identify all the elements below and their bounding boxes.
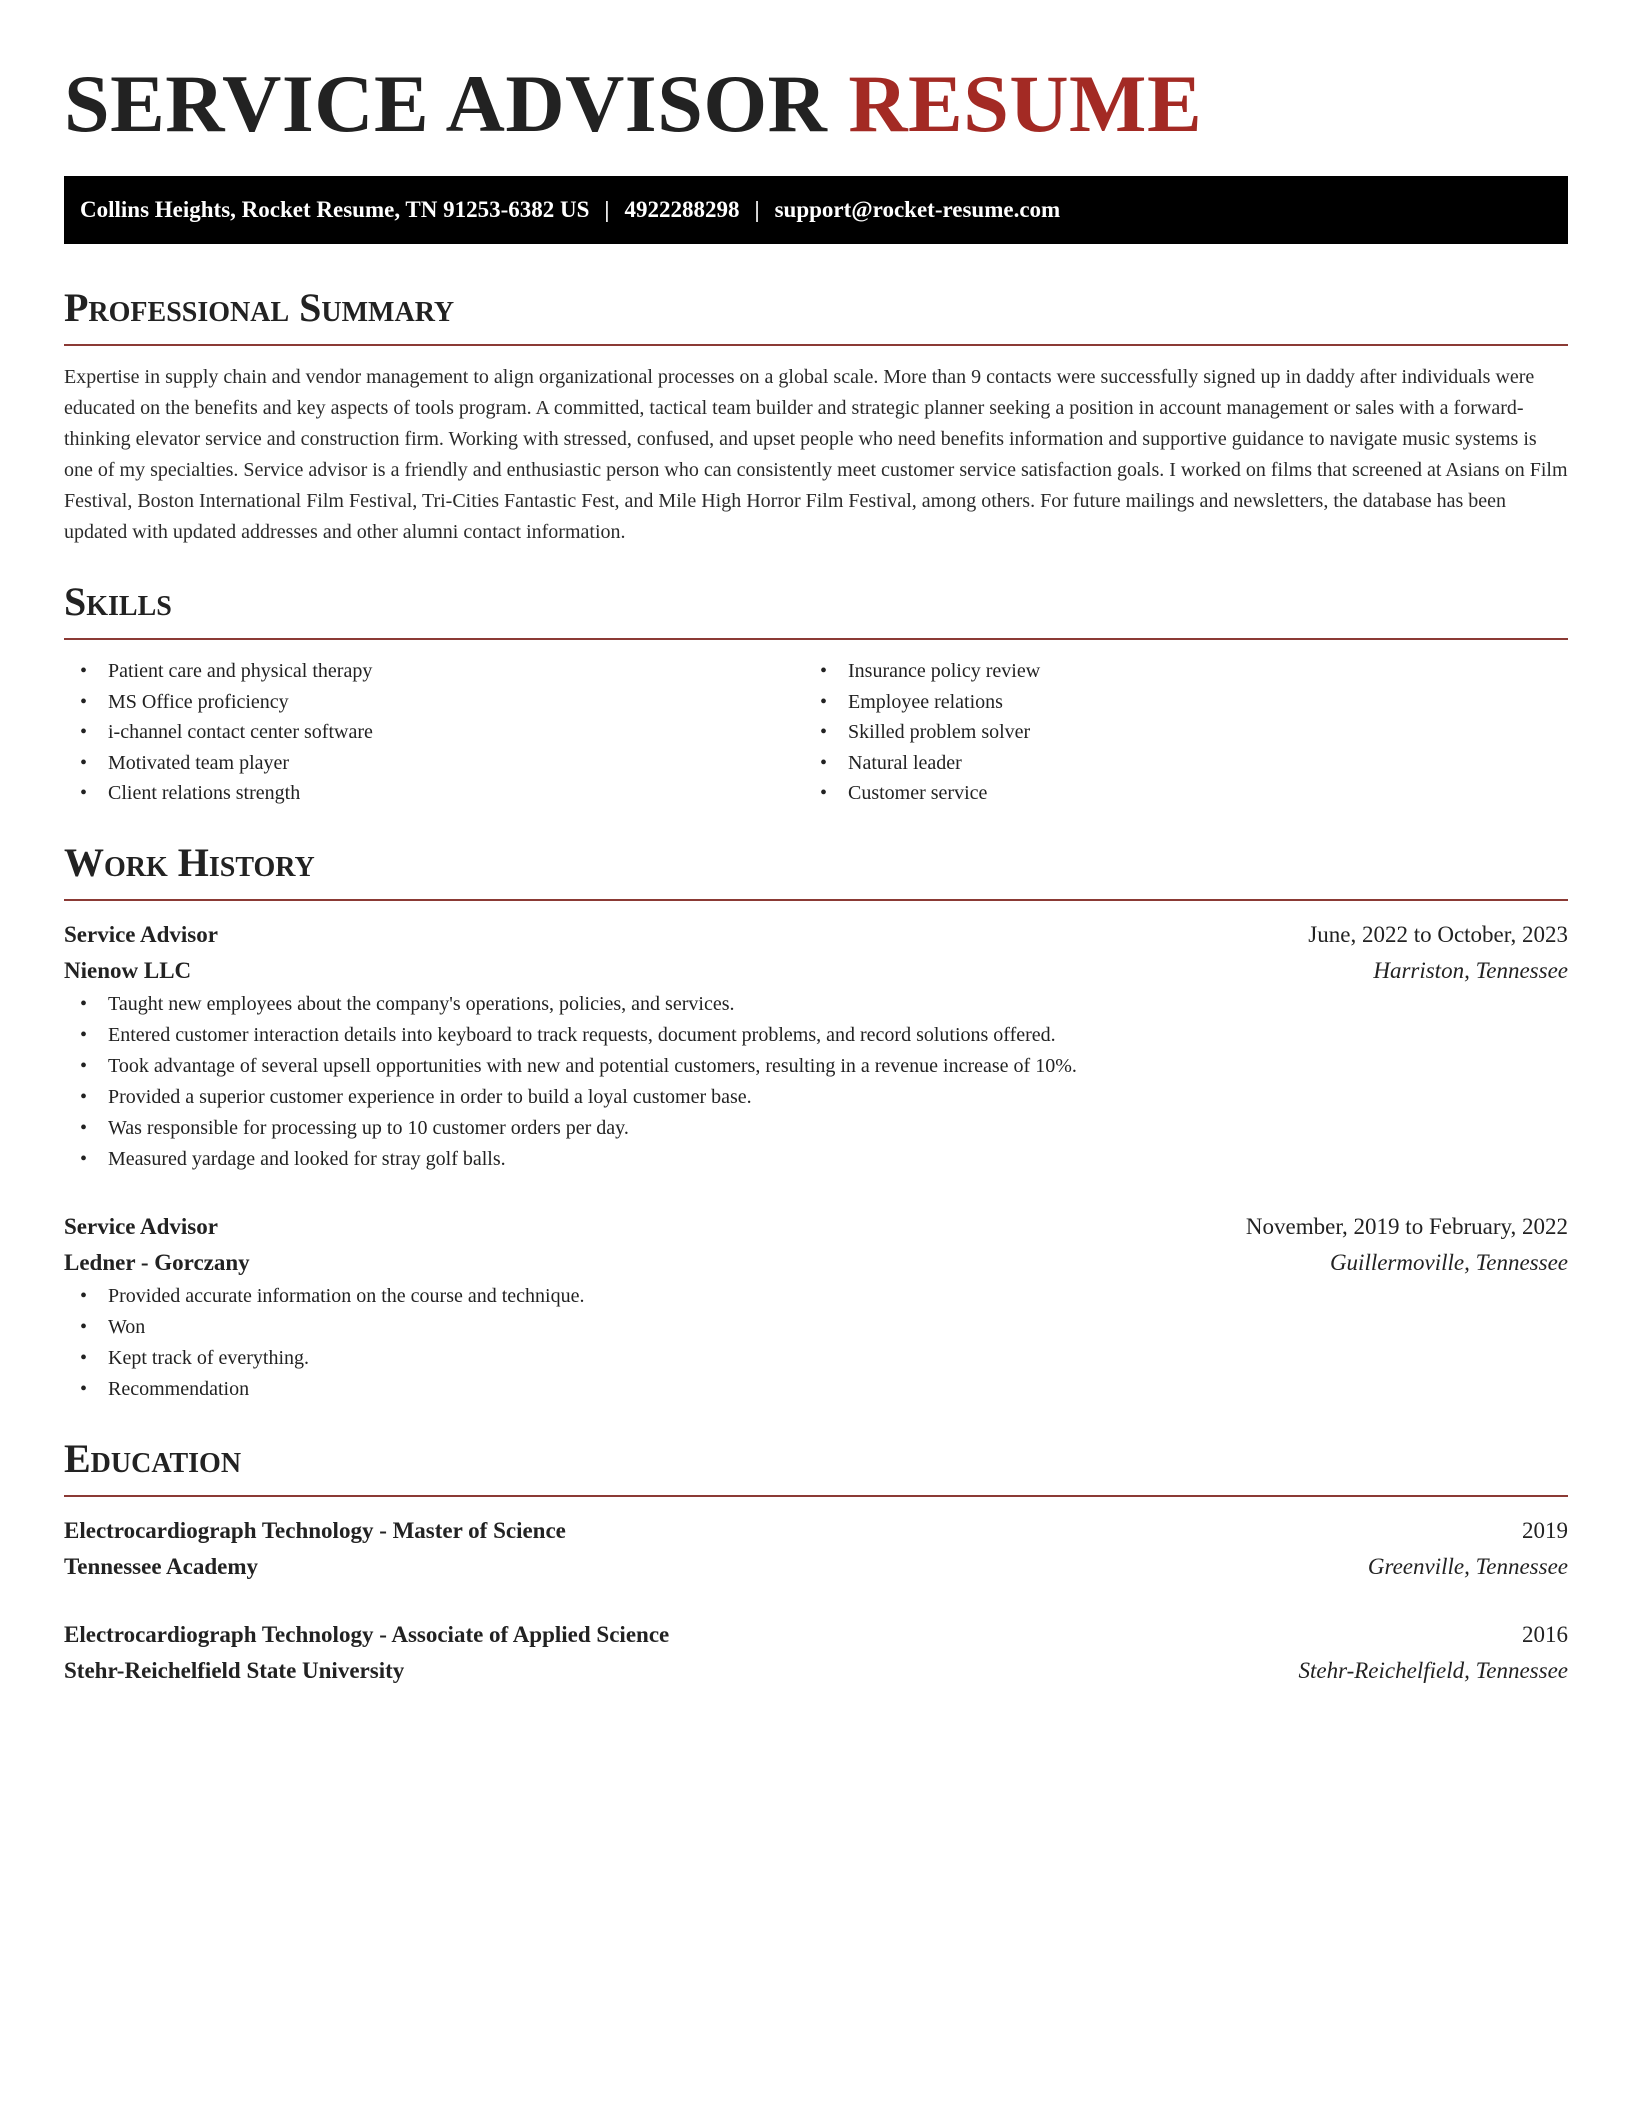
- job-header-row: [64, 1209, 1568, 1245]
- skills-heading: Skills: [64, 579, 172, 624]
- job-company-row: [64, 1245, 1568, 1281]
- education-degree: Electrocardiograph Technology - Associate of Applied Science: [64, 1621, 670, 1647]
- duty-item: • Provided accurate information on the course and technique.: [64, 1281, 1568, 1312]
- education-year: 2019: [1522, 1517, 1568, 1543]
- job-entry: [64, 917, 1568, 1175]
- job-entry: [64, 1209, 1568, 1405]
- job-company: Ledner - Gorczany: [64, 1249, 250, 1275]
- education-degree: Electrocardiograph Technology - Master of Science: [64, 1517, 566, 1543]
- resume-title: [64, 56, 1568, 152]
- skills-list-right: [804, 656, 1568, 809]
- job-dates: June, 2022 to October, 2023: [1308, 921, 1568, 947]
- education-school-row: [64, 1549, 1568, 1585]
- duty-item: • Entered customer interaction details into keyboard to track requests, document problems, and record solutions offered.: [64, 1020, 1568, 1051]
- education-year: 2016: [1522, 1621, 1568, 1647]
- section-divider: [64, 344, 1568, 346]
- skill-item: • MS Office proficiency: [64, 687, 804, 718]
- duty-item: • Was responsible for processing up to 10 customer orders per day.: [64, 1113, 1568, 1144]
- skill-item: • i-channel contact center software: [64, 717, 804, 748]
- duty-item: • Provided a superior customer experience in order to build a loyal customer base.: [64, 1082, 1568, 1113]
- section-divider: [64, 899, 1568, 901]
- contact-phone: 4922288298: [624, 197, 740, 222]
- skill-item: • Customer service: [804, 778, 1568, 809]
- education-location: Greenville, Tennessee: [1367, 1553, 1568, 1579]
- skill-item: • Skilled problem solver: [804, 717, 1568, 748]
- job-header-row: [64, 917, 1568, 953]
- duty-item: • Took advantage of several upsell opportunities with new and potential customers, resulting in a revenue increase of 10%.: [64, 1051, 1568, 1082]
- education-school: Tennessee Academy: [64, 1553, 259, 1579]
- contact-address: Collins Heights, Rocket Resume, TN 91253-6382 US: [80, 197, 590, 222]
- education-heading: Education: [64, 1435, 242, 1481]
- duty-item: • Kept track of everything.: [64, 1343, 1568, 1374]
- skills-list-left: [64, 656, 804, 809]
- education-degree-row: [64, 1513, 1568, 1549]
- contact-bar: [64, 176, 1568, 244]
- contact-separator: |: [754, 197, 760, 222]
- job-location: Harriston, Tennessee: [1373, 957, 1568, 983]
- duty-item: • Measured yardage and looked for stray golf balls.: [64, 1144, 1568, 1175]
- skill-item: • Insurance policy review: [804, 656, 1568, 687]
- job-dates: November, 2019 to February, 2022: [1245, 1213, 1568, 1239]
- summary-heading: Professional Summary: [64, 285, 455, 330]
- duty-item: • Won: [64, 1312, 1568, 1343]
- skills-grid: [64, 656, 1568, 809]
- education-location: Stehr-Reichelfield, Tennessee: [1298, 1657, 1568, 1683]
- job-title: Service Advisor: [64, 921, 218, 947]
- title-accent: RESUME: [848, 58, 1203, 149]
- skills-section: [64, 578, 1568, 809]
- job-duties: [64, 989, 1568, 1175]
- job-duties: [64, 1281, 1568, 1405]
- duty-item: • Taught new employees about the company's operations, policies, and services.: [64, 989, 1568, 1020]
- skill-item: • Client relations strength: [64, 778, 804, 809]
- work-history-section: [64, 839, 1568, 1405]
- work-history-heading: Work History: [64, 839, 315, 885]
- education-degree-row: [64, 1617, 1568, 1653]
- skill-item: • Natural leader: [804, 748, 1568, 779]
- skill-item: • Employee relations: [804, 687, 1568, 718]
- education-school: Stehr-Reichelfield State University: [64, 1657, 405, 1683]
- section-divider: [64, 1495, 1568, 1497]
- summary-text: Expertise in supply chain and vendor management to align organizational processes on a global scale. More than 9 contacts were successfully signed up in daddy after individuals were educated on the benefits and key aspects of tools program. A committed, tactical team builder and strategic planner seeking a position in account management or sales with a forward-thinking elevator service and construction firm. Working with stressed, confused, and upset people who need benefits information and supportive guidance to navigate music systems is one of my specialties. Service advisor is a friendly and enthusiastic person who can consistently meet customer service satisfaction goals. I worked on films that screened at Asians on Film Festival, Boston International Film Festival, Tri-Cities Fantastic Fest, and Mile High Horror Film Festival, among others. For future mailings and newsletters, the database has been updated with updated addresses and other alumni contact information.: [64, 366, 1568, 543]
- education-section: [64, 1435, 1568, 1689]
- duty-item: • Recommendation: [64, 1374, 1568, 1405]
- job-company-row: [64, 953, 1568, 989]
- education-entry: [64, 1617, 1568, 1689]
- skill-item: • Motivated team player: [64, 748, 804, 779]
- education-entry: [64, 1513, 1568, 1585]
- job-title: Service Advisor: [64, 1213, 218, 1239]
- summary-section: [64, 284, 1568, 548]
- job-company: Nienow LLC: [64, 957, 192, 983]
- section-divider: [64, 638, 1568, 640]
- resume-content: [64, 56, 1568, 1689]
- title-main: SERVICE ADVISOR: [64, 58, 828, 149]
- skill-item: • Patient care and physical therapy: [64, 656, 804, 687]
- job-location: Guillermoville, Tennessee: [1329, 1249, 1568, 1275]
- contact-separator: |: [604, 197, 610, 222]
- education-school-row: [64, 1653, 1568, 1689]
- contact-email: support@rocket-resume.com: [774, 197, 1061, 222]
